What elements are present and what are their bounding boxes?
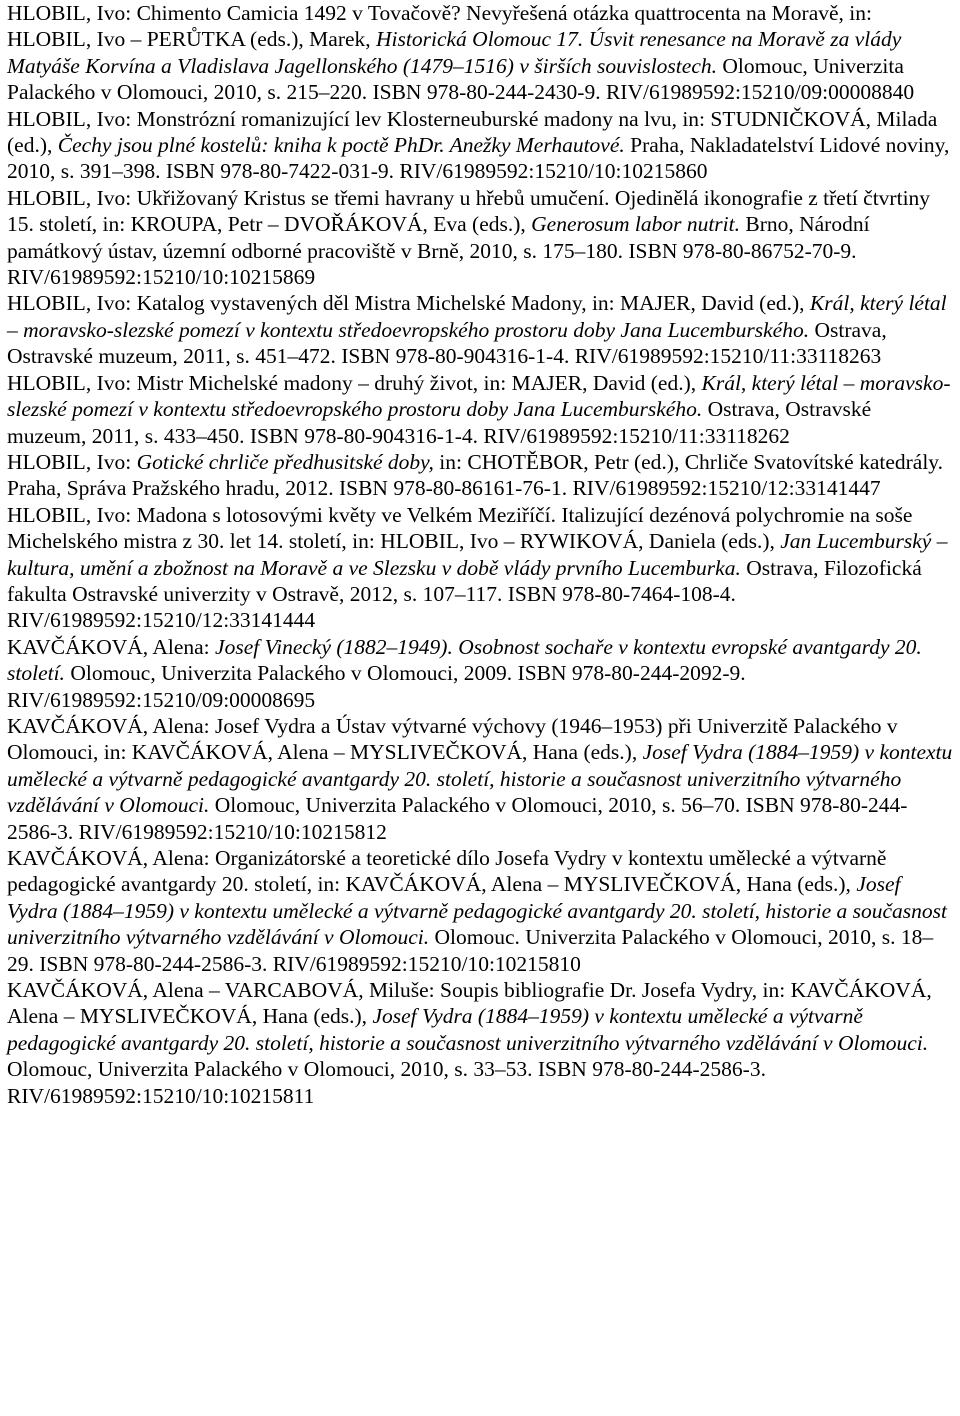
entry-title-italic: Král, který létal – moravsko-slezské pomezí v kontextu středoevropského prostoru doby Jana Lucemburského. — [7, 291, 947, 342]
entry-text: Olomouc, Univerzita Palackého v Olomouci, 2010, s. 33–53. ISBN 978-80-244-2586-3. RIV/61989592:15210/10:10215811 — [7, 1057, 766, 1108]
entry-title-italic: Josef Vydra (1884–1959) v kontextu umělecké a výtvarně pedagogické avantgardy 20. století, historie a současnost univerzitního výtvarného vzdělávání v Olomouci. — [7, 740, 953, 818]
bibliography-entry — [7, 290, 954, 369]
entry-title-italic: Čechy jsou plné kostelů: kniha k poctě PhDr. Anežky Merhautové. — [57, 133, 625, 158]
bibliography-entry — [7, 634, 954, 713]
entry-text: Ostrava, Filozofická fakulta Ostravské univerzity v Ostravě, 2012, s. 107–117. ISBN 978-80-7464-108-4. RIV/61989592:15210/12:33141444 — [7, 555, 922, 633]
bibliography-entry — [7, 370, 954, 449]
entry-text: KAVČÁKOVÁ, Alena: Josef Vydra a Ústav výtvarné výchovy (1946–1953) při Univerzitě Palackého v Olomouci, in: KAVČÁKOVÁ, Alena – MYSLIVEČKOVÁ, Hana (eds.), — [7, 713, 898, 765]
entry-text: Olomouc, Univerzita Palackého v Olomouci, 2010, s. 56–70. ISBN 978-80-244-2586-3. RIV/61989592:15210/10:10215812 — [7, 793, 908, 844]
entry-text: Ostrava, Ostravské muzeum, 2011, s. 433–450. ISBN 978-80-904316-1-4. RIV/61989592:15210/11:33118262 — [7, 397, 872, 448]
bibliography-entry — [7, 449, 954, 502]
entry-title-italic: Josef Vinecký (1882–1949). Osobnost sochaře v kontextu evropské avantgardy 20. století. — [7, 634, 922, 686]
bibliography-entry — [7, 502, 954, 634]
entry-text: HLOBIL, Ivo: Ukřižovaný Kristus se třemi havrany u hřebů umučení. Ojedinělá ikonografie z třetí čtvrtiny 15. století, in: KROUPA, Petr – DVOŘÁKOVÁ, Eva (eds.), — [7, 185, 931, 237]
entry-text: HLOBIL, Ivo: Katalog vystavených děl Mistra Michelské Madony, in: MAJER, David (ed.), — [7, 291, 810, 316]
entry-text: in: CHOTĚBOR, Petr (ed.), Chrliče Svatovítské katedrály. Praha, Správa Pražského hradu, 2012. ISBN 978-80-86161-76-1. RIV/61989592:15210/12:33141447 — [7, 449, 944, 501]
bibliography-entry — [7, 0, 954, 106]
entry-text: KAVČÁKOVÁ, Alena: — [7, 634, 216, 659]
entry-title-italic: Gotické chrliče předhusitské doby, — [136, 449, 434, 474]
entry-text: Brno, Národní památkový ústav, územní odborné pracoviště v Brně, 2010, s. 175–180. ISBN 978-80-86752-70-9. RIV/61989592:15210/10:10215869 — [7, 212, 870, 290]
entry-text: Olomouc, Univerzita Palackého v Olomouci, 2009. ISBN 978-80-244-2092-9. RIV/61989592:15210/09:00008695 — [7, 661, 746, 712]
entry-title-italic: Historická Olomouc 17. Úsvit renesance na Moravě za vlády Matyáše Korvína a Vladislava Jagellonského (1479–1516) v širších souvislostech. — [7, 27, 902, 78]
entry-text: Praha, Nakladatelství Lidové noviny, 2010, s. 391–398. ISBN 978-80-7422-031-9. RIV/61989592:15210/10:10215860 — [7, 133, 950, 184]
entry-text: KAVČÁKOVÁ, Alena – VARCABOVÁ, Miluše: Soupis bibliografie Dr. Josefa Vydry, in: KAVČÁKOVÁ, Alena – MYSLIVEČKOVÁ, Hana (eds.), — [7, 978, 932, 1029]
bibliography-entry — [7, 185, 954, 291]
entry-text: HLOBIL, Ivo: — [7, 449, 137, 474]
entry-text: HLOBIL, Ivo: Madona s lotosovými květy ve Velkém Meziříčí. Italizující dezénová polychromie na soše Michelského mistra z 30. let 14. století, in: HLOBIL, Ivo – RYWIKOVÁ, Daniela (eds.), — [7, 502, 913, 554]
entry-text: KAVČÁKOVÁ, Alena: Organizátorské a teoretické dílo Josefa Vydry v kontextu umělecké a výtvarně pedagogické avantgardy 20. století, in: KAVČÁKOVÁ, Alena – MYSLIVEČKOVÁ, Hana (eds.), — [7, 846, 887, 897]
bibliography-entry — [7, 977, 954, 1109]
entry-title-italic: Král, který létal – moravsko-slezské pomezí v kontextu středoevropského prostoru doby Jana Lucemburského. — [7, 370, 951, 422]
entry-text: HLOBIL, Ivo: Chimento Camicia 1492 v Tovačově? Nevyřešená otázka quattrocenta na Moravě, in: HLOBIL, Ivo – PERŮTKA (eds.), Marek, — [7, 1, 872, 52]
entry-text: HLOBIL, Ivo: Monstrózní romanizující lev Klosterneuburské madony na lvu, in: STUDNIČKOVÁ, Milada (ed.), — [7, 106, 938, 158]
entry-title-italic: Generosum labor nutrit. — [531, 212, 740, 237]
entry-title-italic: Jan Lucemburský – kultura, umění a zbožnost na Moravě a ve Slezsku v době vlády prvního Lucemburka. — [7, 529, 948, 580]
entry-text: HLOBIL, Ivo: Mistr Michelské madony – druhý život, in: MAJER, David (ed.), — [7, 370, 702, 395]
bibliography-list — [7, 0, 954, 1109]
entry-title-italic: Josef Vydra (1884–1959) v kontextu umělecké a výtvarně pedagogické avantgardy 20. století, historie a současnost univerzitního výtvarného vzdělávání v Olomouci. — [7, 872, 947, 950]
bibliography-entry — [7, 845, 954, 977]
entry-title-italic: Josef Vydra (1884–1959) v kontextu umělecké a výtvarně pedagogické avantgardy 20. století, historie a současnost univerzitního výtvarného vzdělávání v Olomouci. — [7, 1004, 929, 1055]
entry-text: Olomouc, Univerzita Palackého v Olomouci, 2010, s. 215–220. ISBN 978-80-244-2430-9. RIV/61989592:15210/09:00008840 — [7, 53, 915, 105]
bibliography-entry — [7, 106, 954, 185]
entry-text: Olomouc. Univerzita Palackého v Olomouci, 2010, s. 18–29. ISBN 978-80-244-2586-3. RIV/61989592:15210/10:10215810 — [7, 925, 934, 976]
bibliography-entry — [7, 713, 954, 845]
entry-text: Ostrava, Ostravské muzeum, 2011, s. 451–472. ISBN 978-80-904316-1-4. RIV/61989592:15210/11:33118263 — [7, 317, 887, 369]
